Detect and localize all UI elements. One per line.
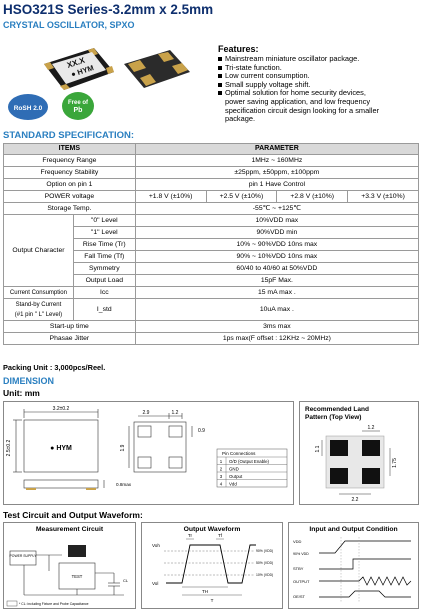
- feature-item: Small supply voltage shift.: [218, 81, 418, 90]
- output-waveform-title: Output Waveform: [183, 526, 241, 533]
- current-value: 15 mA max .: [135, 287, 418, 299]
- fall-time-label: Fall Time (Tf): [73, 251, 135, 263]
- pin-connections-table: [217, 449, 287, 487]
- power-v3: +2.8 V (±10%): [277, 191, 348, 203]
- svg-text:3: 3: [219, 474, 223, 479]
- symmetry-value: 60/40 to 40/60 at 50%VDD: [135, 263, 418, 275]
- standby-value: 10uA max .: [135, 299, 418, 321]
- dimension-drawing: [3, 401, 294, 505]
- svg-text:RoSH 2.0: RoSH 2.0: [13, 105, 43, 112]
- measurement-circuit-panel: [3, 522, 136, 609]
- feature-item: Mainstream miniature oscillator package.: [218, 55, 418, 64]
- stby-label: STBY: [293, 566, 304, 571]
- page-subtitle: CRYSTAL OSCILLATOR, SPXO: [3, 20, 135, 30]
- svg-text:● HYM: ● HYM: [50, 445, 72, 452]
- svg-text:4: 4: [219, 481, 223, 487]
- land-dim-bottom: 2.2: [351, 497, 359, 503]
- fall-time-value: 90% ~ 10%VDD 10ns max: [135, 251, 418, 263]
- svg-text:● HYM: ● HYM: [69, 63, 95, 79]
- svg-text:1: 1: [219, 459, 223, 464]
- dimension-heading: DIMENSION: [3, 376, 55, 386]
- dim-marking: HYM: [56, 445, 72, 452]
- voh-label: Voh: [152, 543, 160, 548]
- input-output-condition-panel: [288, 522, 419, 609]
- tr-label: Tr: [187, 533, 193, 538]
- svg-text:Vdd: Vdd: [229, 481, 237, 487]
- pin-table-title: Pin Connections: [222, 451, 256, 456]
- vdd-pct-label: 90% VDD: [293, 552, 309, 556]
- symmetry-label: Symmetry: [73, 263, 135, 275]
- current-label: Current Consumption: [4, 287, 74, 299]
- land-dim-right: 1.75: [392, 458, 398, 468]
- table-row: [4, 333, 419, 345]
- table-row: [4, 299, 419, 321]
- pin1-value: pin 1 Have Control: [135, 179, 418, 191]
- output-level0-value: 10%VDD max: [135, 215, 418, 227]
- table-row: [4, 215, 419, 227]
- table-row: [4, 191, 419, 203]
- features-list: [218, 55, 418, 124]
- th-label: TH: [201, 589, 209, 594]
- vol-label: Vol: [152, 581, 159, 586]
- jitter-value: 1ps max(F offset : 12KHz ~ 20MHz): [135, 333, 418, 345]
- standby-label-line2: (#1 pin " L" Level): [14, 311, 63, 318]
- dim-length: 3.2±0.2: [52, 406, 70, 412]
- table-row: [4, 287, 419, 299]
- feature-item: Tri-state function.: [218, 64, 418, 73]
- features-section: [218, 44, 418, 124]
- jitter-label: Phasae Jitter: [4, 333, 136, 345]
- freq-range-label: Frequency Range: [4, 155, 136, 167]
- period-label: T: [210, 598, 214, 603]
- test-label: TEST: [71, 574, 83, 579]
- dim-pad-width: 1.2: [171, 410, 179, 416]
- power-label: POWER voltage: [4, 191, 136, 203]
- feature-item-cont: power saving application, and low frequency: [225, 96, 371, 106]
- table-row: [4, 155, 419, 167]
- storage-value: -55℃ ~ +125℃: [135, 203, 418, 215]
- svg-text:GND: GND: [229, 466, 239, 472]
- test-heading: Test Circuit and Output Waveform:: [3, 510, 143, 520]
- feature-item-cont: specification circuit design looking for a smaller: [225, 105, 380, 115]
- oe-label: OE/ST: [293, 594, 306, 599]
- spec-header-row: [4, 144, 419, 155]
- feature-item: Low current consumption.: [218, 72, 418, 81]
- lead-free-badge: [62, 92, 94, 120]
- packing-unit: Packing Unit : 3,000pcs/Reel.: [3, 363, 106, 372]
- dim-pad-height: 0.9: [198, 428, 205, 434]
- startup-label: Start-up time: [4, 321, 136, 333]
- page-title: HSO321S Series-3.2mm x 2.5mm: [3, 2, 214, 17]
- oscillator-top-view: [44, 48, 114, 90]
- rise-time-value: 10% ~ 90%VDD 10ns max: [135, 239, 418, 251]
- spec-table: [3, 143, 419, 345]
- land-dim-top: 1.2: [367, 425, 375, 431]
- marking-line1: XX.X: [65, 55, 86, 70]
- pin1-label: Option on pin 1: [4, 179, 136, 191]
- feature-item-cont: package.: [225, 114, 255, 124]
- dimension-unit: Unit: mm: [3, 388, 40, 398]
- dim-width: 2.5±0.2: [6, 439, 12, 457]
- spec-heading: STANDARD SPECIFICATION:: [3, 130, 135, 141]
- compliance-badges: [6, 90, 126, 124]
- power-v4: +3.3 V (±10%): [348, 191, 419, 203]
- feature-item: Optimal solution for home security devices,: [218, 89, 418, 98]
- output-level1-label: "1" Level: [73, 227, 135, 239]
- output-load-label: Output Load: [73, 275, 135, 287]
- output-label: OUTPUT: [293, 579, 310, 584]
- features-heading: Features:: [218, 44, 259, 54]
- marking-line2: HYM: [76, 63, 95, 77]
- svg-text:Free of: Free of: [67, 100, 89, 106]
- measurement-circuit-title: Measurement Circuit: [35, 526, 104, 533]
- output-waveform-panel: [141, 522, 283, 609]
- level-10: 10% (VDD): [256, 573, 274, 577]
- land-pattern: [299, 401, 419, 505]
- svg-text:2: 2: [219, 466, 223, 472]
- output-level1-value: 90%VDD min: [135, 227, 418, 239]
- vdd-label: VDD: [293, 539, 302, 544]
- freq-range-value: 1MHz ~ 160MHz: [135, 155, 418, 167]
- freq-stab-value: ±25ppm, ±50ppm, ±100ppm: [135, 167, 418, 179]
- standby-label: [4, 299, 74, 321]
- level-50: 50% (VDD): [256, 561, 274, 565]
- dim-thickness: 0.8max: [116, 482, 132, 487]
- col-items: ITEMS: [4, 144, 136, 155]
- standby-label-line1: Stand-by Current: [15, 301, 62, 308]
- freq-stab-label: Frequency Stability: [4, 167, 136, 179]
- power-v1: +1.8 V (±10%): [135, 191, 206, 203]
- table-row: [4, 167, 419, 179]
- standby-symbol: I_std: [73, 299, 135, 321]
- dim-pad-span: 2.9: [142, 410, 150, 416]
- dim-pad-pitch: 1.9: [120, 444, 126, 452]
- output-level0-label: "0" Level: [73, 215, 135, 227]
- land-pattern-title: Recommended Land Pattern (Top View): [305, 406, 369, 421]
- col-parameter: PARAMETER: [135, 144, 418, 155]
- table-row: [4, 179, 419, 191]
- rohs-badge: [8, 94, 48, 120]
- svg-text:O/D (Output Enable): O/D (Output Enable): [229, 459, 270, 464]
- level-90: 90% (VDD): [256, 549, 274, 553]
- storage-label: Storage Temp.: [4, 203, 136, 215]
- rise-time-label: Rise Time (Tr): [73, 239, 135, 251]
- oscillator-bottom-view: [124, 50, 190, 88]
- svg-text:Output: Output: [229, 474, 243, 479]
- output-char-label: Output Character: [4, 215, 74, 287]
- svg-text:Pb: Pb: [73, 107, 83, 114]
- current-symbol: Icc: [73, 287, 135, 299]
- table-row: [4, 203, 419, 215]
- tf-label: Tf: [217, 533, 223, 538]
- power-supply-label: POWER SUPPLY: [9, 554, 37, 558]
- land-dim-left: 1.1: [315, 445, 321, 453]
- power-v2: +2.5 V (±10%): [206, 191, 277, 203]
- circuit-note: * CL: including Fixture and Probe Capacitance: [19, 602, 89, 606]
- output-load-value: 15pF Max.: [135, 275, 418, 287]
- table-row: [4, 321, 419, 333]
- cl-label: CL: [123, 578, 129, 583]
- startup-value: 3ms max: [135, 321, 418, 333]
- input-output-title: Input and Output Condition: [309, 526, 398, 533]
